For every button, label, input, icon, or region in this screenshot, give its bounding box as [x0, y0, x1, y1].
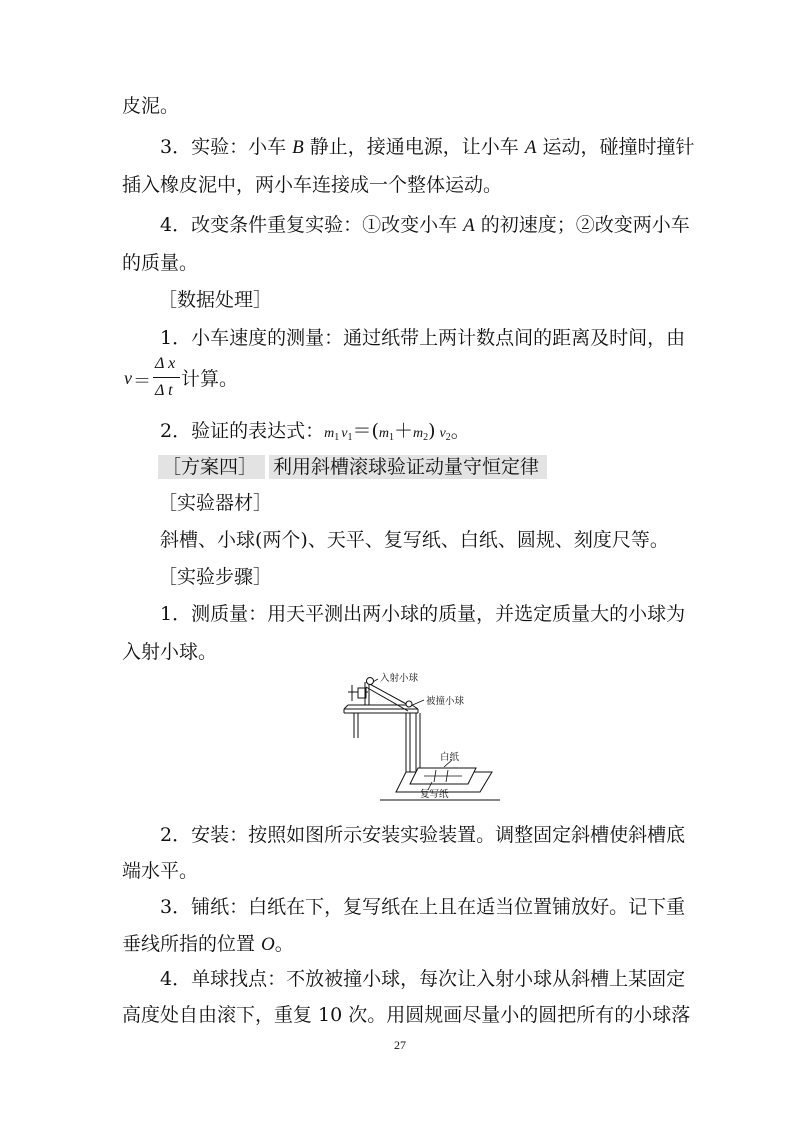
text-line: 1．测质量：用天平测出两小球的质量，并选定质量大的小球为 — [160, 603, 686, 625]
text-line: 3．铺纸：白纸在下，复写纸在上且在适当位置铺放好。记下重 — [160, 896, 686, 918]
text-line: 4．单球找点：不放被撞小球，每次让入射小球从斜槽上某固定 — [160, 968, 686, 990]
incident-ball — [367, 678, 374, 685]
apparatus-figure — [340, 668, 510, 808]
text-line: 4．改变条件重复实验：①改变小车 A 的初速度；②改变两小车 — [160, 214, 690, 236]
scheme-title: 利用斜槽滚球验证动量守恒定律 — [269, 455, 547, 479]
text-line: 皮泥。 — [122, 95, 180, 117]
text-line: 2．安装：按照如图所示安装实验装置。调整固定斜槽使斜槽底 — [160, 824, 686, 846]
label-target-ball: 被撞小球 — [426, 696, 465, 707]
fraction-bar — [153, 377, 180, 378]
section-heading: ［实验步骤］ — [158, 566, 273, 588]
text-line: 高度处自由滚下，重复 10 次。用圆规画尽量小的圆把所有的小球落 — [122, 1004, 691, 1026]
section-heading: ［数据处理］ — [158, 289, 273, 311]
formula-v: v — [124, 368, 132, 388]
scheme-heading — [158, 455, 547, 479]
label-incident-ball: 入射小球 — [380, 673, 419, 684]
text-line: 插入橡皮泥中，两小车连接成一个整体运动。 — [122, 174, 503, 196]
scheme-tag: ［方案四］ — [158, 455, 265, 479]
section-heading: ［实验器材］ — [158, 492, 273, 514]
formula-denominator: Δ t — [155, 382, 173, 399]
text-line: 入射小球。 — [122, 641, 218, 663]
label-white-paper: 白纸 — [440, 752, 460, 763]
formula-tail: 计算。 — [181, 368, 239, 390]
text-line: 3．实验：小车 B 静止，接通电源，让小车 A 运动，碰撞时撞针 — [160, 136, 695, 158]
text-line: 斜槽、小球(两个)、天平、复写纸、白纸、圆规、刻度尺等。 — [160, 529, 669, 551]
page-number: 27 — [394, 1038, 406, 1052]
text-line: 端水平。 — [122, 860, 199, 882]
formula-equals: ＝ — [133, 371, 151, 391]
formula-numerator: Δ x — [155, 355, 176, 372]
label-carbon-paper: 复写纸 — [420, 789, 449, 800]
text-line: 2．验证的表达式：$m_1$ $v_1=(m_1+m_2)$ $v_2$。 — [160, 420, 470, 443]
text-line: 的质量。 — [122, 252, 199, 274]
text-line: 1．小车速度的测量：通过纸带上两计数点间的距离及时间，由 — [160, 327, 686, 349]
target-ball — [406, 701, 412, 707]
text-line: 垂线所指的位置 O。 — [122, 933, 294, 955]
